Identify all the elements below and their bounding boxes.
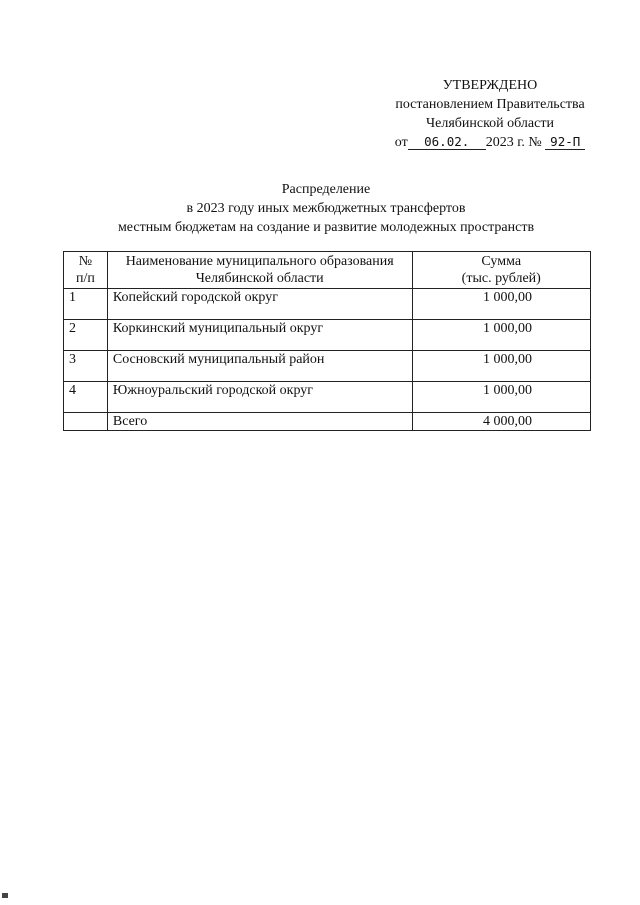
total-num-cell [64, 413, 108, 431]
header-num-line-2: п/п [75, 271, 95, 286]
header-name [107, 252, 412, 289]
row-sum: 1 000,00 [412, 289, 590, 320]
row-name: Копейский городской округ [107, 289, 412, 320]
row-sum: 1 000,00 [412, 351, 590, 382]
date-prefix: от [394, 135, 408, 150]
row-name: Южноуральский городской округ [107, 382, 412, 413]
year-text: 2023 г. № [485, 135, 542, 150]
table-row [64, 382, 591, 413]
header-name-line-1: Наименование муниципального образования [125, 254, 394, 269]
total-label: Всего [107, 413, 412, 431]
heading-line-2: в 2023 году иных межбюджетных трансфертов [186, 201, 466, 216]
row-name: Коркинский муниципальный округ [107, 320, 412, 351]
row-sum: 1 000,00 [412, 320, 590, 351]
row-name: Сосновский муниципальный район [107, 351, 412, 382]
approval-date-line [360, 133, 620, 152]
row-sum: 1 000,00 [412, 382, 590, 413]
distribution-table [63, 251, 591, 431]
table-row [64, 351, 591, 382]
header-sum [412, 252, 590, 289]
header-name-line-2: Челябинской области [195, 271, 324, 286]
heading-line-1: Распределение [281, 182, 371, 197]
table-header-row [64, 252, 591, 289]
approval-line-2: Челябинской области [426, 116, 554, 131]
total-sum: 4 000,00 [412, 413, 590, 431]
scan-artifact [2, 893, 8, 898]
date-value: 06.02. [408, 135, 486, 150]
row-num: 1 [64, 289, 108, 320]
row-num: 4 [64, 382, 108, 413]
approval-title: УТВЕРЖДЕНО [442, 78, 538, 93]
heading-line-3: местным бюджетам на создание и развитие молодежных пространств [117, 220, 535, 235]
table-row [64, 320, 591, 351]
document-heading [40, 180, 640, 237]
row-num: 2 [64, 320, 108, 351]
header-num-line-1: № [78, 254, 93, 269]
header-sum-line-2: (тыс. рублей) [461, 271, 541, 286]
total-row [64, 413, 591, 431]
header-num [64, 252, 108, 289]
approval-block [360, 76, 620, 152]
header-sum-line-1: Сумма [481, 254, 522, 269]
row-num: 3 [64, 351, 108, 382]
resolution-number: 92-П [545, 135, 585, 150]
table-row [64, 289, 591, 320]
approval-line-1: постановлением Правительства [395, 97, 585, 112]
